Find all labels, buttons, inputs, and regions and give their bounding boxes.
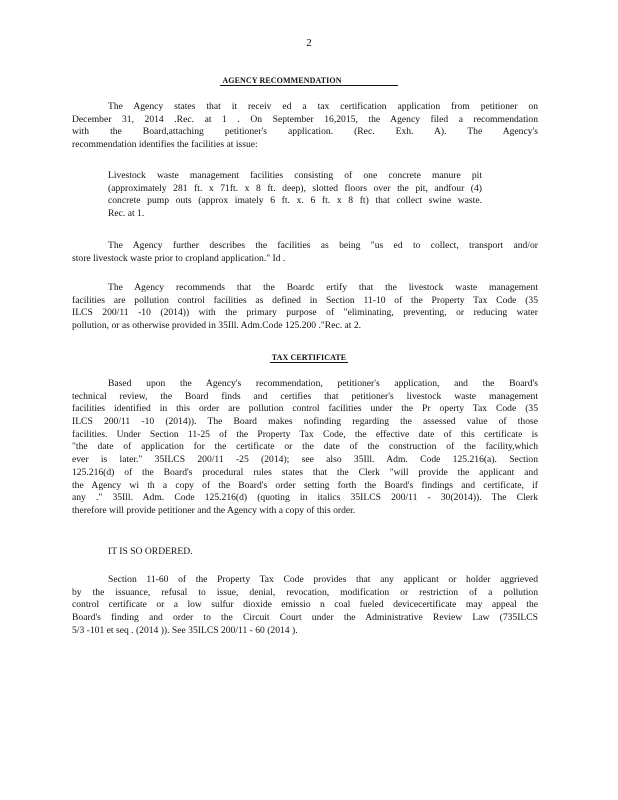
text-line: facilities identified in this order are pollution control facilities under the Pr operty Tax Code (35: [72, 403, 538, 415]
text-line: ILCS 200/11 -10 (2014)). The Board makes nofinding regarding the assessed value of those: [72, 416, 538, 428]
text-line: ILCS 200/11 -10 (2014)) with the primary purpose of "eliminating, preventing, or reducing water: [72, 307, 538, 319]
text-line: ever is later." 35ILCS 200/11 -25 (2014); see also 35Ill. Adm. Code 125.216(a). Section: [72, 454, 538, 466]
text-line: The Agency further describes the facilities as being "us ed to collect, transport and/or: [108, 240, 538, 251]
text-line: "the date of application for the certificate or the date of the construction of the facility,which: [72, 441, 538, 453]
text-line: facilities are pollution control facilities as defined in Section 11-10 of the Property Tax Code (35: [72, 294, 538, 306]
text-line: Board's finding and order to the Circuit Court under the Administrative Review Law (735ILCS: [72, 612, 538, 624]
text-line: 5/3 -101 et seq . (2014 )). See 35ILCS 200/11 - 60 (2014 ).: [72, 624, 298, 636]
text-line: technical review, the Board finds and certifies that petitioner's livestock waste management: [72, 390, 538, 402]
text-line: December 31, 2014 .Rec. at 1 . On September 16,2015, the Agency filed a recommendation: [72, 113, 538, 125]
agency-recommendation-heading: AGENCY RECOMMENDATION: [0, 76, 618, 86]
text-line: therefore will provide petitioner and the Agency with a copy of this order.: [72, 504, 356, 516]
text-line: concrete pump outs (approx imately 6 ft. x. 6 ft. x 8 ft) that collect swine waste.: [108, 195, 482, 207]
text-line: Livestock waste management facilities consisting of one concrete manure pit: [108, 170, 482, 181]
text-line: The Agency states that it receiv ed a tax certification application from petitioner on: [108, 101, 538, 112]
tax-certificate-heading: TAX CERTIFICATE: [271, 353, 347, 362]
text-line: by the issuance, refusal to issue, denial, revocation, modification or restriction of a pollution: [72, 586, 538, 598]
text-line: Based upon the Agency's recommendation, petitioner's application, and the Board's: [108, 378, 538, 389]
text-line: store livestock waste prior to cropland application." Id .: [72, 252, 286, 264]
appeal-paragraph: [72, 574, 538, 637]
text-line: the Agency wi th a copy of the Board's order setting forth the Board's findings and certificate, if: [72, 479, 538, 491]
text-line: Section 11-60 of the Property Tax Code provides that any applicant or holder aggrieved: [108, 574, 538, 585]
text-line: facilities. Under Section 11-25 of the Property Tax Code, the effective date of this certificate is: [72, 428, 538, 440]
text-line: Rec. at 1.: [108, 208, 145, 220]
text-line: The Agency recommends that the Boardc ertify that the livestock waste management: [108, 282, 538, 293]
text-line: pollution, or as otherwise provided in 35Ill. Adm.Code 125.200 ."Rec. at 2.: [72, 320, 362, 332]
text-line: recommendation identifies the facilities at issue:: [72, 139, 258, 151]
so-ordered-line: IT IS SO ORDERED.: [108, 546, 193, 557]
agency-paragraph-3: [72, 282, 538, 333]
text-line: 125.216(d) of the Board's procedural rules states that the Clerk "will provide the applicant and: [72, 466, 538, 478]
text-line: (approximately 281 ft. x 71ft. x 8 ft. deep), slotted floors over the pit, andfour (4): [108, 182, 482, 194]
text-line: with the Board,attaching petitioner's application. (Rec. Exh. A). The Agency's: [72, 126, 538, 138]
page-number: 2: [306, 37, 312, 49]
facility-block-quote: [108, 170, 482, 221]
tax-certificate-paragraph: [72, 378, 538, 518]
text-line: any ." 35Ill. Adm. Code 125.216(d) (quoting in italics 35ILCS 200/11 - 30(2014)). The Clerk: [72, 492, 538, 504]
agency-paragraph-2: [72, 240, 538, 265]
text-line: control certificate or a low sulfur dioxide emissio n coal fueled devicecertificate may appeal the: [72, 599, 538, 611]
agency-paragraph-1: [72, 101, 538, 152]
